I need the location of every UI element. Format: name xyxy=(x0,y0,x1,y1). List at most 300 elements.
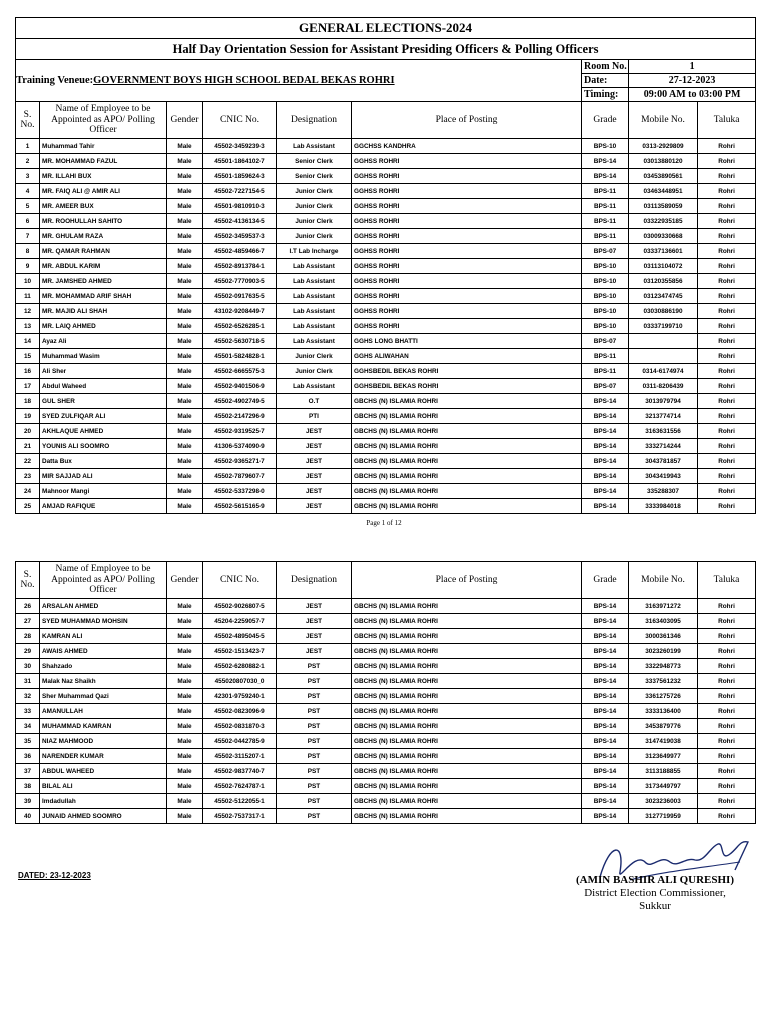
cell-taluka: Rohri xyxy=(698,734,756,749)
cell-mobile: 03453890561 xyxy=(629,169,698,184)
cell-gender: Male xyxy=(167,244,203,259)
table-row xyxy=(16,734,756,749)
cell-mobile: 3453879776 xyxy=(629,719,698,734)
venue-name: GOVERNMENT BOYS HIGH SCHOOL BEDAL BEKAS ROHRI xyxy=(93,75,395,86)
cell-sno: 19 xyxy=(16,409,40,424)
cell-mobile: 3013979794 xyxy=(629,394,698,409)
cell-posting: GGHSBEDIL BEKAS ROHRI xyxy=(352,379,582,394)
cell-cnic: 42301-9759240-1 xyxy=(203,689,277,704)
cell-taluka: Rohri xyxy=(698,169,756,184)
cell-sno: 39 xyxy=(16,794,40,809)
cell-posting: GBCHS (N) ISLAMIA ROHRI xyxy=(352,499,582,514)
cell-designation: Lab Assistant xyxy=(277,334,352,349)
cell-sno: 32 xyxy=(16,689,40,704)
cell-taluka: Rohri xyxy=(698,779,756,794)
cell-name: AMJAD RAFIQUE xyxy=(40,499,167,514)
cell-mobile: 03322935185 xyxy=(629,214,698,229)
cell-designation: Senior Clerk xyxy=(277,154,352,169)
cell-designation: Junior Clerk xyxy=(277,214,352,229)
cell-gender: Male xyxy=(167,469,203,484)
table-row xyxy=(16,599,756,614)
cell-name: MR. FAIQ ALI @ AMIR ALI xyxy=(40,184,167,199)
cell-taluka: Rohri xyxy=(698,689,756,704)
cell-grade: BPS-14 xyxy=(582,794,629,809)
cell-cnic: 45502-9319525-7 xyxy=(203,424,277,439)
cell-name: JUNAID AHMED SOOMRO xyxy=(40,809,167,824)
cell-grade: BPS-14 xyxy=(582,469,629,484)
cell-posting: GGHSS ROHRI xyxy=(352,259,582,274)
cell-posting: GBCHS (N) ISLAMIA ROHRI xyxy=(352,659,582,674)
cell-cnic: 45204-2259057-7 xyxy=(203,614,277,629)
cell-grade: BPS-14 xyxy=(582,734,629,749)
cell-taluka: Rohri xyxy=(698,454,756,469)
cell-designation: Lab Assistant xyxy=(277,289,352,304)
cell-designation: PST xyxy=(277,764,352,779)
cell-sno: 38 xyxy=(16,779,40,794)
cell-sno: 14 xyxy=(16,334,40,349)
cell-gender: Male xyxy=(167,674,203,689)
cell-posting: GGHS ALIWAHAN xyxy=(352,349,582,364)
cell-gender: Male xyxy=(167,794,203,809)
cell-taluka: Rohri xyxy=(698,274,756,289)
cell-posting: GBCHS (N) ISLAMIA ROHRI xyxy=(352,394,582,409)
cell-grade: BPS-10 xyxy=(582,259,629,274)
cell-gender: Male xyxy=(167,764,203,779)
cell-sno: 7 xyxy=(16,229,40,244)
cell-taluka: Rohri xyxy=(698,704,756,719)
cell-sno: 33 xyxy=(16,704,40,719)
cell-posting: GBCHS (N) ISLAMIA ROHRI xyxy=(352,469,582,484)
table-row xyxy=(16,794,756,809)
cell-sno: 21 xyxy=(16,439,40,454)
cell-posting: GBCHS (N) ISLAMIA ROHRI xyxy=(352,749,582,764)
table-row xyxy=(16,139,756,154)
cell-cnic: 43102-9208449-7 xyxy=(203,304,277,319)
cell-grade: BPS-14 xyxy=(582,674,629,689)
cell-cnic: 45502-0442785-9 xyxy=(203,734,277,749)
cell-cnic: 45502-6665575-3 xyxy=(203,364,277,379)
table-row xyxy=(16,304,756,319)
cell-posting: GBCHS (N) ISLAMIA ROHRI xyxy=(352,644,582,659)
document-title: GENERAL ELECTIONS-2024 xyxy=(16,18,756,39)
cell-taluka: Rohri xyxy=(698,809,756,824)
cell-designation: PST xyxy=(277,674,352,689)
cell-name: MR. JAMSHED AHMED xyxy=(40,274,167,289)
col-designation: Designation xyxy=(277,562,352,599)
cell-gender: Male xyxy=(167,169,203,184)
cell-cnic: 45502-4859466-7 xyxy=(203,244,277,259)
cell-sno: 31 xyxy=(16,674,40,689)
room-value: 1 xyxy=(629,60,756,74)
cell-name: Muhammad Tahir xyxy=(40,139,167,154)
cell-designation: Lab Assistant xyxy=(277,304,352,319)
cell-posting: GBCHS (N) ISLAMIA ROHRI xyxy=(352,689,582,704)
cell-designation: PST xyxy=(277,719,352,734)
cell-grade: BPS-14 xyxy=(582,169,629,184)
cell-taluka: Rohri xyxy=(698,349,756,364)
cell-mobile: 3322948773 xyxy=(629,659,698,674)
cell-mobile: 3163403095 xyxy=(629,614,698,629)
cell-grade: BPS-11 xyxy=(582,214,629,229)
cell-gender: Male xyxy=(167,409,203,424)
cell-sno: 28 xyxy=(16,629,40,644)
cell-name: AWAIS AHMED xyxy=(40,644,167,659)
cell-name: Malak Naz Shaikh xyxy=(40,674,167,689)
cell-cnic: 45502-4902749-5 xyxy=(203,394,277,409)
cell-designation: I.T Lab Incharge xyxy=(277,244,352,259)
cell-gender: Male xyxy=(167,659,203,674)
cell-name: Imdadullah xyxy=(40,794,167,809)
cell-name: Datta Bux xyxy=(40,454,167,469)
cell-gender: Male xyxy=(167,394,203,409)
cell-gender: Male xyxy=(167,139,203,154)
cell-posting: GGHSS ROHRI xyxy=(352,214,582,229)
table-row xyxy=(16,469,756,484)
cell-grade: BPS-14 xyxy=(582,409,629,424)
cell-mobile: 3023236003 xyxy=(629,794,698,809)
cell-name: NIAZ MAHMOOD xyxy=(40,734,167,749)
table-row xyxy=(16,394,756,409)
table-row xyxy=(16,409,756,424)
cell-name: AMANULLAH xyxy=(40,704,167,719)
cell-grade: BPS-14 xyxy=(582,614,629,629)
cell-taluka: Rohri xyxy=(698,184,756,199)
cell-gender: Male xyxy=(167,199,203,214)
cell-posting: GGHSS ROHRI xyxy=(352,169,582,184)
cell-grade: BPS-10 xyxy=(582,319,629,334)
cell-taluka: Rohri xyxy=(698,139,756,154)
table-row xyxy=(16,704,756,719)
cell-cnic: 45502-9026807-5 xyxy=(203,599,277,614)
table-row xyxy=(16,719,756,734)
cell-grade: BPS-07 xyxy=(582,244,629,259)
cell-grade: BPS-11 xyxy=(582,349,629,364)
cell-grade: BPS-11 xyxy=(582,199,629,214)
cell-name: Abdul Waheed xyxy=(40,379,167,394)
table-row xyxy=(16,749,756,764)
cell-taluka: Rohri xyxy=(698,424,756,439)
cell-mobile: 3333136400 xyxy=(629,704,698,719)
cell-mobile: 0313-2929809 xyxy=(629,139,698,154)
cell-name: MR. AMEER BUX xyxy=(40,199,167,214)
cell-taluka: Rohri xyxy=(698,394,756,409)
cell-designation: O.T xyxy=(277,394,352,409)
cell-designation: PST xyxy=(277,809,352,824)
cell-cnic: 45502-5630718-5 xyxy=(203,334,277,349)
cell-gender: Male xyxy=(167,334,203,349)
cell-posting: GBCHS (N) ISLAMIA ROHRI xyxy=(352,779,582,794)
document-subtitle: Half Day Orientation Session for Assistant Presiding Officers & Polling Officers xyxy=(16,39,756,60)
cell-taluka: Rohri xyxy=(698,334,756,349)
cell-designation: Lab Assistant xyxy=(277,259,352,274)
cell-sno: 13 xyxy=(16,319,40,334)
cell-designation: PST xyxy=(277,704,352,719)
cell-gender: Male xyxy=(167,289,203,304)
table-row xyxy=(16,199,756,214)
cell-gender: Male xyxy=(167,319,203,334)
cell-designation: Junior Clerk xyxy=(277,184,352,199)
cell-taluka: Rohri xyxy=(698,379,756,394)
cell-gender: Male xyxy=(167,484,203,499)
cell-designation: Junior Clerk xyxy=(277,364,352,379)
cell-name: NARENDER KUMAR xyxy=(40,749,167,764)
cell-name: MR. MOHAMMAD ARIF SHAH xyxy=(40,289,167,304)
col-sno: S. No. xyxy=(16,102,40,139)
cell-gender: Male xyxy=(167,304,203,319)
venue-label: Training Veneue: xyxy=(16,75,94,86)
cell-posting: GBCHS (N) ISLAMIA ROHRI xyxy=(352,704,582,719)
col-mobile: Mobile No. xyxy=(629,562,698,599)
cell-taluka: Rohri xyxy=(698,259,756,274)
cell-grade: BPS-14 xyxy=(582,424,629,439)
cell-mobile: 03113104072 xyxy=(629,259,698,274)
cell-grade: BPS-14 xyxy=(582,644,629,659)
table-row xyxy=(16,244,756,259)
cell-mobile: 3163631556 xyxy=(629,424,698,439)
cell-grade: BPS-14 xyxy=(582,779,629,794)
cell-mobile: 3113188855 xyxy=(629,764,698,779)
cell-gender: Male xyxy=(167,779,203,794)
posting-table-page1 xyxy=(15,17,756,514)
cell-mobile: 3043419943 xyxy=(629,469,698,484)
cell-sno: 16 xyxy=(16,364,40,379)
cell-designation: JEST xyxy=(277,469,352,484)
cell-grade: BPS-10 xyxy=(582,289,629,304)
cell-gender: Male xyxy=(167,379,203,394)
cell-mobile: 3361275726 xyxy=(629,689,698,704)
table-row xyxy=(16,439,756,454)
cell-posting: GGHS LONG BHATTI xyxy=(352,334,582,349)
cell-sno: 40 xyxy=(16,809,40,824)
cell-posting: GBCHS (N) ISLAMIA ROHRI xyxy=(352,599,582,614)
cell-designation: JEST xyxy=(277,499,352,514)
cell-gender: Male xyxy=(167,154,203,169)
cell-designation: Lab Assistant xyxy=(277,274,352,289)
cell-sno: 22 xyxy=(16,454,40,469)
table-row xyxy=(16,614,756,629)
signatory-name: (AMIN BASHIR ALI QURESHI) xyxy=(576,874,734,886)
cell-taluka: Rohri xyxy=(698,674,756,689)
cell-cnic: 45502-6280882-1 xyxy=(203,659,277,674)
cell-designation: Lab Assistant xyxy=(277,319,352,334)
cell-mobile xyxy=(629,334,698,349)
cell-sno: 11 xyxy=(16,289,40,304)
cell-sno: 6 xyxy=(16,214,40,229)
cell-taluka: Rohri xyxy=(698,794,756,809)
cell-cnic: 45502-0831870-3 xyxy=(203,719,277,734)
cell-posting: GBCHS (N) ISLAMIA ROHRI xyxy=(352,614,582,629)
cell-grade: BPS-14 xyxy=(582,454,629,469)
cell-gender: Male xyxy=(167,184,203,199)
signature-block xyxy=(560,874,750,913)
cell-sno: 15 xyxy=(16,349,40,364)
cell-gender: Male xyxy=(167,214,203,229)
cell-cnic: 45502-3459239-3 xyxy=(203,139,277,154)
col-mobile: Mobile No. xyxy=(629,102,698,139)
cell-grade: BPS-10 xyxy=(582,304,629,319)
cell-sno: 8 xyxy=(16,244,40,259)
page-number: Page 1 of 12 xyxy=(366,519,402,527)
cell-gender: Male xyxy=(167,719,203,734)
signatory-place: Sukkur xyxy=(639,900,671,912)
table-row xyxy=(16,214,756,229)
date-label: Date: xyxy=(582,74,629,88)
cell-taluka: Rohri xyxy=(698,244,756,259)
cell-posting: GGHSS ROHRI xyxy=(352,289,582,304)
cell-posting: GBCHS (N) ISLAMIA ROHRI xyxy=(352,809,582,824)
timing-value: 09:00 AM to 03:00 PM xyxy=(629,88,756,102)
col-gender: Gender xyxy=(167,102,203,139)
cell-gender: Male xyxy=(167,599,203,614)
cell-name: KAMRAN ALI xyxy=(40,629,167,644)
cell-grade: BPS-11 xyxy=(582,229,629,244)
cell-designation: Lab Assistant xyxy=(277,379,352,394)
cell-grade: BPS-14 xyxy=(582,599,629,614)
table-row xyxy=(16,629,756,644)
cell-taluka: Rohri xyxy=(698,749,756,764)
table-row xyxy=(16,499,756,514)
cell-name: ARSALAN AHMED xyxy=(40,599,167,614)
cell-cnic: 455020807030_0 xyxy=(203,674,277,689)
table-row xyxy=(16,229,756,244)
col-taluka: Taluka xyxy=(698,102,756,139)
col-gender: Gender xyxy=(167,562,203,599)
cell-cnic: 45502-7879607-7 xyxy=(203,469,277,484)
cell-gender: Male xyxy=(167,629,203,644)
cell-grade: BPS-14 xyxy=(582,749,629,764)
cell-cnic: 45502-4136134-5 xyxy=(203,214,277,229)
cell-gender: Male xyxy=(167,364,203,379)
table-row xyxy=(16,689,756,704)
cell-name: MR. GHULAM RAZA xyxy=(40,229,167,244)
cell-gender: Male xyxy=(167,349,203,364)
cell-mobile: 03009330668 xyxy=(629,229,698,244)
cell-cnic: 45502-9837740-7 xyxy=(203,764,277,779)
cell-taluka: Rohri xyxy=(698,409,756,424)
table-row xyxy=(16,379,756,394)
cell-grade: BPS-14 xyxy=(582,154,629,169)
cell-grade: BPS-14 xyxy=(582,484,629,499)
cell-sno: 1 xyxy=(16,139,40,154)
room-label: Room No. xyxy=(582,60,629,74)
col-posting: Place of Posting xyxy=(352,562,582,599)
table-row xyxy=(16,259,756,274)
cell-taluka: Rohri xyxy=(698,484,756,499)
cell-posting: GBCHS (N) ISLAMIA ROHRI xyxy=(352,764,582,779)
cell-sno: 35 xyxy=(16,734,40,749)
table-body xyxy=(16,139,756,514)
cell-cnic: 45502-8913784-1 xyxy=(203,259,277,274)
cell-designation: PST xyxy=(277,734,352,749)
cell-posting: GGHSS ROHRI xyxy=(352,184,582,199)
cell-gender: Male xyxy=(167,644,203,659)
cell-mobile: 335288307 xyxy=(629,484,698,499)
cell-gender: Male xyxy=(167,454,203,469)
cell-cnic: 45502-7770903-5 xyxy=(203,274,277,289)
cell-sno: 25 xyxy=(16,499,40,514)
cell-posting: GGHSBEDIL BEKAS ROHRI xyxy=(352,364,582,379)
cell-name: Shahzado xyxy=(40,659,167,674)
table-row xyxy=(16,424,756,439)
cell-gender: Male xyxy=(167,809,203,824)
cell-sno: 18 xyxy=(16,394,40,409)
cell-sno: 24 xyxy=(16,484,40,499)
cell-designation: Junior Clerk xyxy=(277,229,352,244)
table-row xyxy=(16,289,756,304)
cell-name: MUHAMMAD KAMRAN xyxy=(40,719,167,734)
cell-gender: Male xyxy=(167,749,203,764)
cell-posting: GGCHSS KANDHRA xyxy=(352,139,582,154)
date-value: 27-12-2023 xyxy=(629,74,756,88)
cell-posting: GGHSS ROHRI xyxy=(352,274,582,289)
cell-name: BILAL ALI xyxy=(40,779,167,794)
cell-designation: JEST xyxy=(277,454,352,469)
cell-mobile: 03463448951 xyxy=(629,184,698,199)
cell-posting: GBCHS (N) ISLAMIA ROHRI xyxy=(352,719,582,734)
table-row xyxy=(16,184,756,199)
table-row xyxy=(16,454,756,469)
table-body xyxy=(16,599,756,824)
cell-mobile xyxy=(629,349,698,364)
cell-sno: 29 xyxy=(16,644,40,659)
cell-grade: BPS-10 xyxy=(582,139,629,154)
cell-taluka: Rohri xyxy=(698,319,756,334)
cell-gender: Male xyxy=(167,734,203,749)
cell-taluka: Rohri xyxy=(698,659,756,674)
col-posting: Place of Posting xyxy=(352,102,582,139)
cell-posting: GGHSS ROHRI xyxy=(352,244,582,259)
cell-name: ABDUL WAHEED xyxy=(40,764,167,779)
cell-posting: GGHSS ROHRI xyxy=(352,154,582,169)
cell-sno: 3 xyxy=(16,169,40,184)
cell-mobile: 3000361346 xyxy=(629,629,698,644)
cell-sno: 26 xyxy=(16,599,40,614)
cell-designation: JEST xyxy=(277,599,352,614)
table-row xyxy=(16,674,756,689)
cell-name: GUL SHER xyxy=(40,394,167,409)
cell-grade: BPS-14 xyxy=(582,629,629,644)
cell-gender: Male xyxy=(167,614,203,629)
cell-name: Ali Sher xyxy=(40,364,167,379)
cell-taluka: Rohri xyxy=(698,469,756,484)
cell-taluka: Rohri xyxy=(698,629,756,644)
cell-cnic: 45502-5122055-1 xyxy=(203,794,277,809)
cell-grade: BPS-14 xyxy=(582,499,629,514)
cell-sno: 2 xyxy=(16,154,40,169)
cell-mobile: 03337199710 xyxy=(629,319,698,334)
cell-gender: Male xyxy=(167,229,203,244)
table-row xyxy=(16,349,756,364)
cell-sno: 20 xyxy=(16,424,40,439)
cell-sno: 4 xyxy=(16,184,40,199)
cell-mobile: 3043781857 xyxy=(629,454,698,469)
cell-taluka: Rohri xyxy=(698,214,756,229)
cell-grade: BPS-11 xyxy=(582,364,629,379)
cell-mobile: 3333984018 xyxy=(629,499,698,514)
cell-designation: PST xyxy=(277,659,352,674)
cell-cnic: 45501-1864102-7 xyxy=(203,154,277,169)
cell-mobile: 03113589059 xyxy=(629,199,698,214)
cell-taluka: Rohri xyxy=(698,499,756,514)
cell-sno: 17 xyxy=(16,379,40,394)
cell-mobile: 03013880120 xyxy=(629,154,698,169)
cell-sno: 12 xyxy=(16,304,40,319)
cell-taluka: Rohri xyxy=(698,644,756,659)
cell-taluka: Rohri xyxy=(698,289,756,304)
table-row xyxy=(16,364,756,379)
cell-posting: GBCHS (N) ISLAMIA ROHRI xyxy=(352,409,582,424)
cell-posting: GBCHS (N) ISLAMIA ROHRI xyxy=(352,484,582,499)
